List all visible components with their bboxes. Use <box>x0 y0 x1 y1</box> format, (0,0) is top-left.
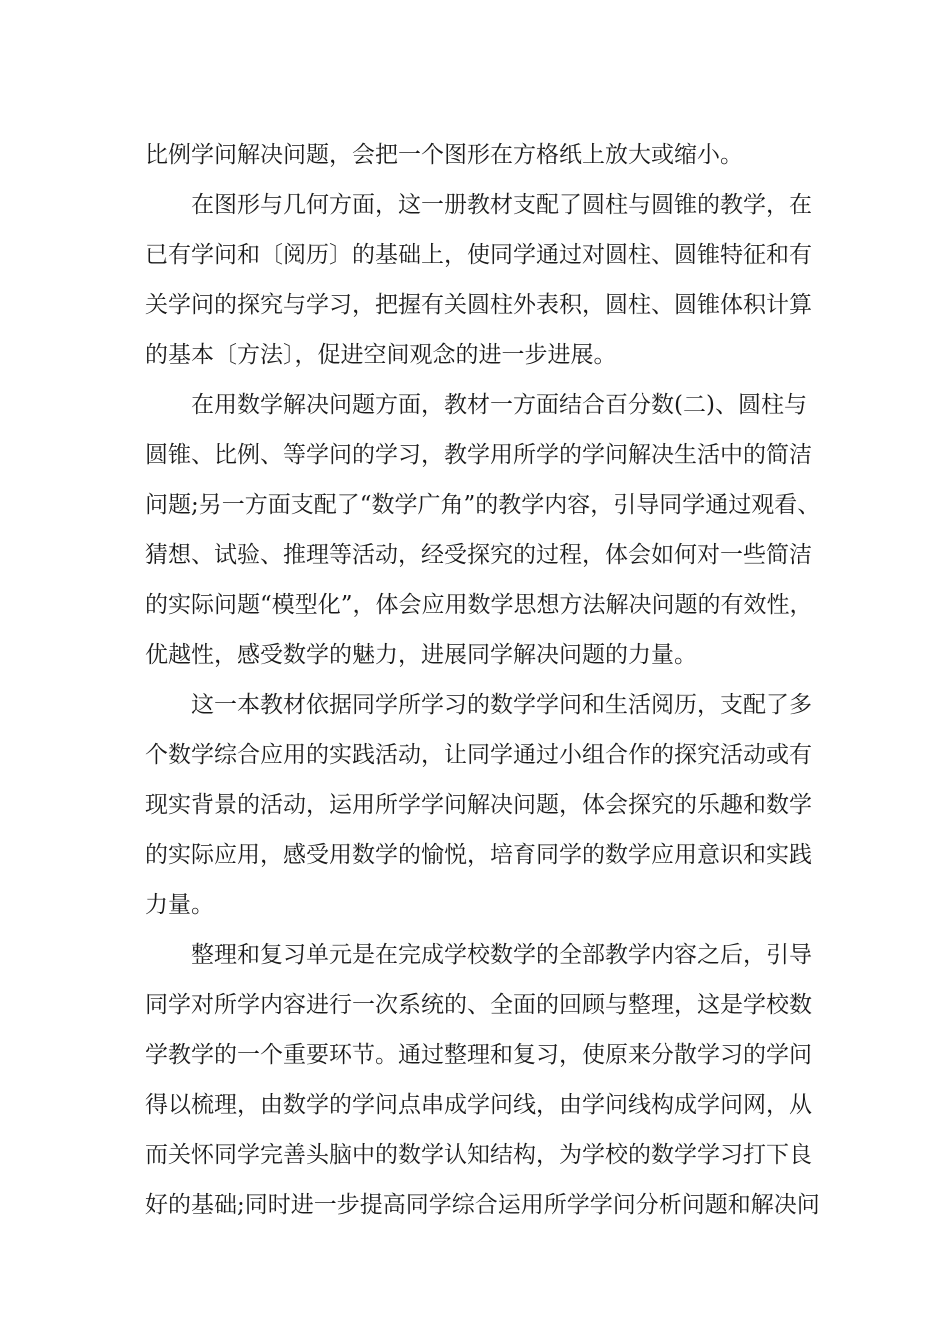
text-line: 而关怀同学完善头脑中的数学认知结构，为学校的数学学习打下良 <box>145 1142 812 1168</box>
text-line: 的基本〔方法〕，促进空间观念的进一步进展。 <box>145 342 617 368</box>
text-line: 已有学问和〔阅历〕的基础上，使同学通过对圆柱、圆锥特征和有 <box>145 242 812 268</box>
text-line: 比例学问解决问题，会把一个图形在方格纸上放大或缩小。 <box>145 142 743 168</box>
text-line: 的实际问题“模型化”，体会应用数学思想方法解决问题的有效性， <box>145 592 813 618</box>
paragraph-first-line: 在用数学解决问题方面，教材一方面结合百分数(二)、圆柱与 <box>191 392 807 418</box>
text-line: 学教学的一个重要环节。通过整理和复习，使原来分散学习的学问 <box>145 1042 812 1068</box>
text-line: 猜想、试验、推理等活动，经受探究的过程，体会如何对一些简洁 <box>145 542 812 568</box>
paragraph-first-line: 在图形与几何方面，这一册教材支配了圆柱与圆锥的教学，在 <box>191 192 812 218</box>
paragraph-first-line: 这一本教材依据同学所学习的数学学问和生活阅历，支配了多 <box>191 692 812 718</box>
text-line: 关学问的探究与学习，把握有关圆柱外表积，圆柱、圆锥体积计算 <box>145 292 812 318</box>
text-line: 的实际应用，感受用数学的愉悦，培育同学的数学应用意识和实践 <box>145 842 812 868</box>
text-line: 力量。 <box>145 892 214 918</box>
text-line: 好的基础;同时进一步提高同学综合运用所学学问分析问题和解决问 <box>145 1192 820 1218</box>
text-line: 优越性，感受数学的魅力，进展同学解决问题的力量。 <box>145 642 697 668</box>
text-line: 个数学综合应用的实践活动，让同学通过小组合作的探究活动或有 <box>145 742 812 768</box>
text-line: 问题;另一方面支配了“数学广角”的教学内容，引导同学通过观看、 <box>145 492 821 518</box>
text-line: 圆锥、比例、等学问的学习，教学用所学的学问解决生活中的简洁 <box>145 442 812 468</box>
paragraph-first-line: 整理和复习单元是在完成学校数学的全部教学内容之后，引导 <box>191 942 812 968</box>
text-line: 得以梳理，由数学的学问点串成学问线，由学问线构成学问网，从 <box>145 1092 812 1118</box>
text-line: 同学对所学内容进行一次系统的、全面的回顾与整理，这是学校数 <box>145 992 812 1018</box>
text-line: 现实背景的活动，运用所学学问解决问题，体会探究的乐趣和数学 <box>145 792 812 818</box>
body-text <box>145 130 825 1230</box>
